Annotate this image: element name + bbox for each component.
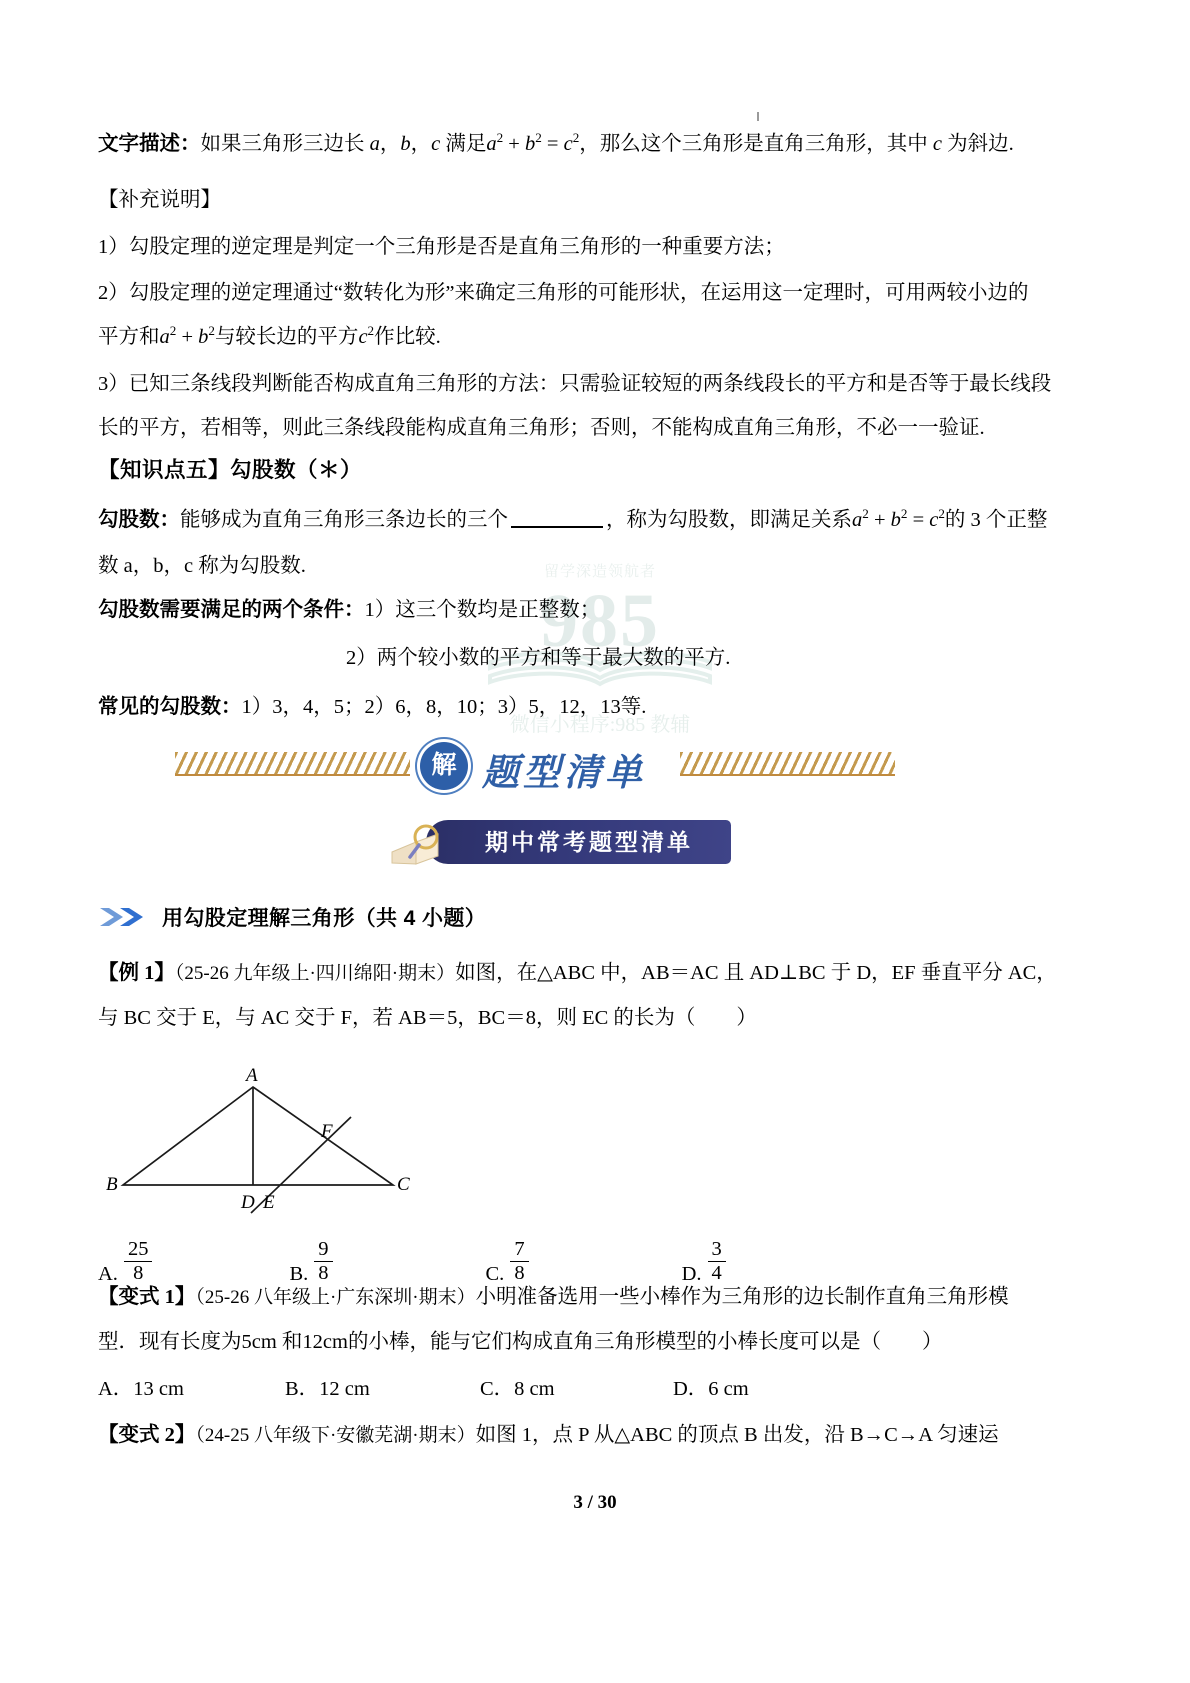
figure-label-E: E [263, 1192, 275, 1213]
ribbon-title: 期中常考题型清单 [485, 829, 693, 855]
variant1-option-D[interactable]: D．6 cm [673, 1378, 749, 1400]
double-chevron-icon [98, 905, 152, 929]
exam-ribbon [386, 820, 731, 868]
common-triples-line [98, 697, 646, 718]
definition-sep-2: ， [410, 133, 432, 155]
book-magnifier-icon [386, 822, 454, 868]
variant1-options [98, 1379, 749, 1400]
definition-text-1: 如果三角形三边长 [200, 133, 370, 155]
supplement-item-3-line-2: 长的平方，若相等，则此三条线段能构成直角三角形；否则，不能构成直角三角形，不必一一验证. [98, 417, 985, 439]
hatch-right-decoration [680, 752, 895, 776]
definition-sep-1: ， [379, 133, 401, 155]
hatch-left-decoration [175, 752, 410, 776]
variant1-option-B[interactable]: B．12 cm [285, 1378, 370, 1400]
figure-label-B: B [106, 1174, 118, 1195]
supplement-item-2-post: 作比较. [374, 326, 441, 348]
triangle-figure [103, 1065, 503, 1225]
option-C-label: C. [485, 1263, 505, 1286]
question-section-label: 用勾股定理解三角形（共 4 小题） [162, 907, 487, 930]
option-B[interactable] [289, 1238, 332, 1286]
option-A-denominator: 8 [124, 1261, 153, 1285]
definition-text-2: 满足 [440, 133, 487, 155]
option-C-numerator: 7 [514, 1238, 525, 1260]
supplement-item-2-mid: 与较长边的平方 [214, 326, 359, 348]
condition-1: 1）这三个数均是正整数； [364, 599, 601, 621]
condition-2: 2）两个较小数的平方和等于最大数的平方. [346, 647, 731, 669]
variant2-tag: 【变式 2】 [98, 1424, 196, 1446]
option-B-denominator: 8 [314, 1261, 332, 1285]
supplement-item-3-line-1: 3）已知三条线段判断能否构成直角三角形的方法：只需验证较短的两条线段长的平方和是否等于最长线段 [98, 373, 1052, 395]
knowledge-point-heading: 【知识点五】勾股数（＊） [98, 458, 363, 482]
option-A-numerator: 25 [127, 1238, 149, 1260]
example1-line-2: 与 BC 交于 E，与 AC 交于 F，若 AB＝5，BC＝8，则 EC 的长为（ ） [98, 1007, 757, 1029]
watermark-number: 985 [540, 579, 660, 663]
definition-formula: $a^2 + b^2 = c^2$ [486, 130, 580, 155]
figure-label-C: C [397, 1174, 410, 1195]
variant1-line-1 [98, 1287, 1009, 1308]
watermark-text: 微信小程序:985 教辅 [509, 714, 691, 736]
option-D-numerator: 3 [711, 1238, 722, 1260]
watermark-subtitle: 留学深造领航者 [543, 564, 656, 580]
fill-in-blank[interactable] [511, 526, 603, 528]
supplement-item-2-line-1: 2）勾股定理的逆定理通过“数转化为形”来确定三角形的可能形状，在运用这一定理时，可用两较小边的 [98, 282, 1029, 304]
pythagorean-def-label: 勾股数： [98, 509, 180, 531]
option-B-fraction [314, 1238, 332, 1285]
definition-var-a: a [369, 133, 380, 155]
option-C[interactable] [486, 1238, 529, 1286]
option-B-numerator: 9 [318, 1238, 329, 1260]
conditions-line-1 [98, 600, 600, 621]
variant1-text-line1: 小明准备选用一些小棒作为三角形的边长制作直角三角形模 [475, 1286, 1009, 1308]
decorative-band [0, 740, 1190, 810]
example1-options [98, 1238, 1098, 1286]
pythagorean-def-formula: $a^2 + b^2 = c^2$ [852, 506, 945, 531]
decorative-band-title: 题型清单 [482, 753, 646, 794]
pythagorean-def-post: 的 3 个正整 [944, 509, 1048, 531]
supplement-item-2-pre: 平方和 [98, 326, 160, 348]
variant2-source: （24-25 八年级下·安徽芜湖·期末） [195, 1425, 476, 1446]
common-triples-label: 常见的勾股数： [98, 696, 242, 718]
definition-text-3: ，那么这个三角形是直角三角形，其中 [579, 133, 933, 155]
pythagorean-definition-line-2: 数 a，b，c 称为勾股数. [98, 555, 306, 577]
pythagorean-definition-line-1 [98, 506, 1048, 531]
option-B-label: B. [289, 1263, 309, 1286]
option-D-label: D. [681, 1263, 702, 1286]
supplement-item-2-line-2 [98, 323, 441, 348]
variant1-line-2: 型．现有长度为5cm 和12cm的小棒，能与它们构成直角三角形模型的小棒长度可以是（ ） [98, 1331, 943, 1353]
variant1-option-A[interactable]: A．13 cm [98, 1378, 184, 1400]
option-C-denominator: 8 [510, 1261, 528, 1285]
page-tick-mark [757, 112, 759, 121]
variant2-text-line1: 如图 1，点 P 从△ABC 的顶点 B 出发，沿 B→C→A 匀速运 [475, 1424, 999, 1446]
common-triples-values: 1）3，4，5；2）6，8，10；3）5，12，13等. [241, 696, 647, 718]
variant2-line-1 [98, 1425, 999, 1446]
question-section-heading [98, 902, 486, 932]
variant1-tag: 【变式 1】 [98, 1286, 196, 1308]
figure-label-F: F [321, 1121, 333, 1142]
option-C-fraction [510, 1238, 528, 1285]
option-D-denominator: 4 [708, 1261, 726, 1285]
example1-text-line1: 如图，在△ABC 中，AB＝AC 且 AD⊥BC 于 D，EF 垂直平分 AC， [455, 962, 1057, 984]
example1-tag: 【例 1】 [98, 962, 175, 984]
option-A[interactable] [98, 1238, 152, 1286]
pythagorean-def-mid: ，称为勾股数，即满足关系 [606, 509, 852, 531]
supplement-item-1: 1）勾股定理的逆定理是判定一个三角形是否是直角三角形的一种重要方法； [98, 236, 785, 258]
figure-label-D: D [241, 1192, 255, 1213]
definition-paragraph [98, 130, 1014, 155]
conditions-label: 勾股数需要满足的两个条件： [98, 599, 365, 621]
definition-var-c2: c [932, 133, 943, 155]
option-A-label: A. [98, 1263, 118, 1286]
variant1-source: （25-26 八年级上·广东深圳·期末） [195, 1287, 476, 1308]
pythagorean-def-pre: 能够成为直角三角形三条边长的三个 [180, 509, 508, 531]
option-D[interactable] [682, 1238, 726, 1286]
option-A-fraction [124, 1238, 153, 1285]
supplement-item-2-formula-2: $c^2$ [358, 323, 375, 348]
option-D-fraction [708, 1238, 726, 1285]
supplement-item-2-formula: $a^2 + b^2$ [159, 323, 215, 348]
page-number: 3 / 30 [573, 1492, 617, 1513]
definition-text-4: 为斜边. [942, 133, 1014, 155]
supplement-heading: 【补充说明】 [98, 189, 221, 211]
jie-emblem-icon: 解 [420, 742, 468, 790]
figure-label-A: A [246, 1065, 258, 1086]
example1-line-1 [98, 963, 1057, 984]
example1-source: （25-26 九年级上·四川绵阳·期末） [174, 963, 456, 984]
definition-label: 文字描述： [98, 133, 201, 155]
definition-var-b: b [400, 133, 411, 155]
definition-var-c: c [431, 133, 441, 155]
variant1-option-C[interactable]: C．8 cm [480, 1378, 555, 1400]
